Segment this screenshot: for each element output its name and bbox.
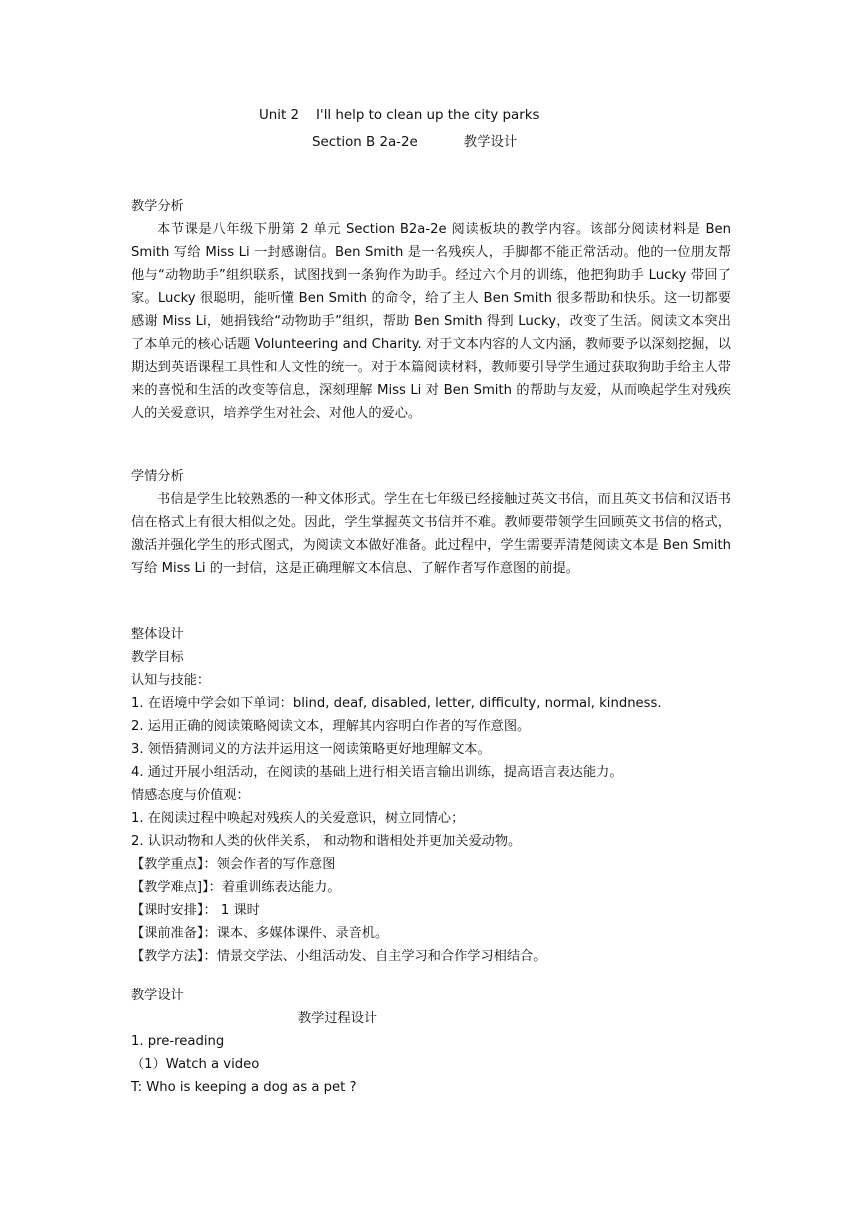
process-step: （1）Watch a video: [131, 1057, 260, 1072]
analysis-paragraph: 本节课是八年级下册第 2 单元 Section B2a-2e 阅读板块的教学内容。该部分阅读材料是 Ben Smith 写给 Miss Li 一封感谢信。Ben Smith 是一名残疾人，手脚都不能正常活动。他的一位朋友帮他与“动物助手”组织联系，试图找到一条狗作为助手。经过六个月的训练，他把狗助手 Lucky 带回了家。Lucky 很聪明，能听懂 Ben Smith 的命令，给了主人 Ben Smith 很多帮助和快乐。这一切都要感谢 Miss Li，她捐钱给“动物助手”组织，帮助 Ben Smith 得到 Lucky，改变了生活。阅读文本突出了本单元的核心话题 Volunteering and Charity. 对于文本内容的人文内涵，教师要予以深刻挖掘，以期达到英语课程工具性和人文性的统一。对于本篇阅读材料，教师要引导学生通过获取狗助手给主人带来的喜悦和生活的改变等信息，深刻理解 Miss Li 对 Ben Smith 的帮助与友爱，从而唤起学生对残疾人的关爱意识，培养学生对社会、对他人的爱心。: [131, 222, 731, 421]
design-section: [131, 984, 731, 1099]
class-hours: 【课时安排】： 1 课时: [131, 903, 260, 918]
difficult-point: 【教学难点]】：着重训练表达能力。: [131, 880, 341, 895]
attitude-heading: 情感态度与价值观：: [131, 788, 250, 803]
document-title: Unit 2 I'll help to clean up the city parks: [259, 108, 540, 123]
design-heading: 教学设计: [131, 988, 184, 1003]
students-heading: 学情分析: [131, 469, 184, 484]
skills-heading: 认知与技能：: [131, 673, 211, 688]
skills-item: 2. 运用正确的阅读策略阅读文本，理解其内容明白作者的写作意图。: [131, 719, 531, 734]
design-label: 教学设计: [463, 135, 518, 150]
skills-item: 3. 领悟猜测词义的方法并运用这一阅读策略更好地理解文本。: [131, 742, 491, 757]
students-paragraph: 书信是学生比较熟悉的一种文体形式。学生在七年级已经接触过英文书信，而且英文书信和汉语书信在格式上有很大相似之处。因此，学生掌握英文书信并不难。教师要带领学生回顾英文书信的格式，激活并强化学生的形式图式，为阅读文本做好准备。此过程中，学生需要弄清楚阅读文本是 Ben Smith 写给 Miss Li 的一封信，这是正确理解文本信息、了解作者写作意图的前提。: [131, 492, 731, 576]
section-label: Section B 2a-2e: [312, 135, 418, 150]
students-section: [131, 465, 731, 580]
process-title: 教学过程设计: [298, 1011, 378, 1026]
attitude-item: 1. 在阅读过程中唤起对残疾人的关爱意识，树立同情心；: [131, 811, 465, 826]
overall-section: [131, 623, 731, 968]
skills-item: 1. 在语境中学会如下单词：blind, deaf, disabled, letter, difficulty, normal, kindness.: [131, 696, 662, 711]
analysis-section: [131, 195, 731, 425]
document-subtitle: [312, 131, 517, 150]
analysis-heading: 教学分析: [131, 199, 184, 214]
process-step: T: Who is keeping a dog as a pet ?: [131, 1080, 357, 1095]
key-point: 【教学重点】：领会作者的写作意图: [131, 857, 336, 872]
process-step: 1. pre-reading: [131, 1034, 225, 1049]
goals-heading: 教学目标: [131, 650, 184, 665]
overall-heading: 整体设计: [131, 627, 184, 642]
preparation: 【课前准备】：课本、多媒体课件、录音机。: [131, 926, 389, 941]
attitude-item: 2. 认识动物和人类的伙伴关系， 和动物和谐相处并更加关爱动物。: [131, 834, 522, 849]
teaching-method: 【教学方法】：情景交学法、小组活动发、自主学习和合作学习相结合。: [131, 949, 547, 964]
skills-item: 4. 通过开展小组活动，在阅读的基础上进行相关语言输出训练，提高语言表达能力。: [131, 765, 623, 780]
